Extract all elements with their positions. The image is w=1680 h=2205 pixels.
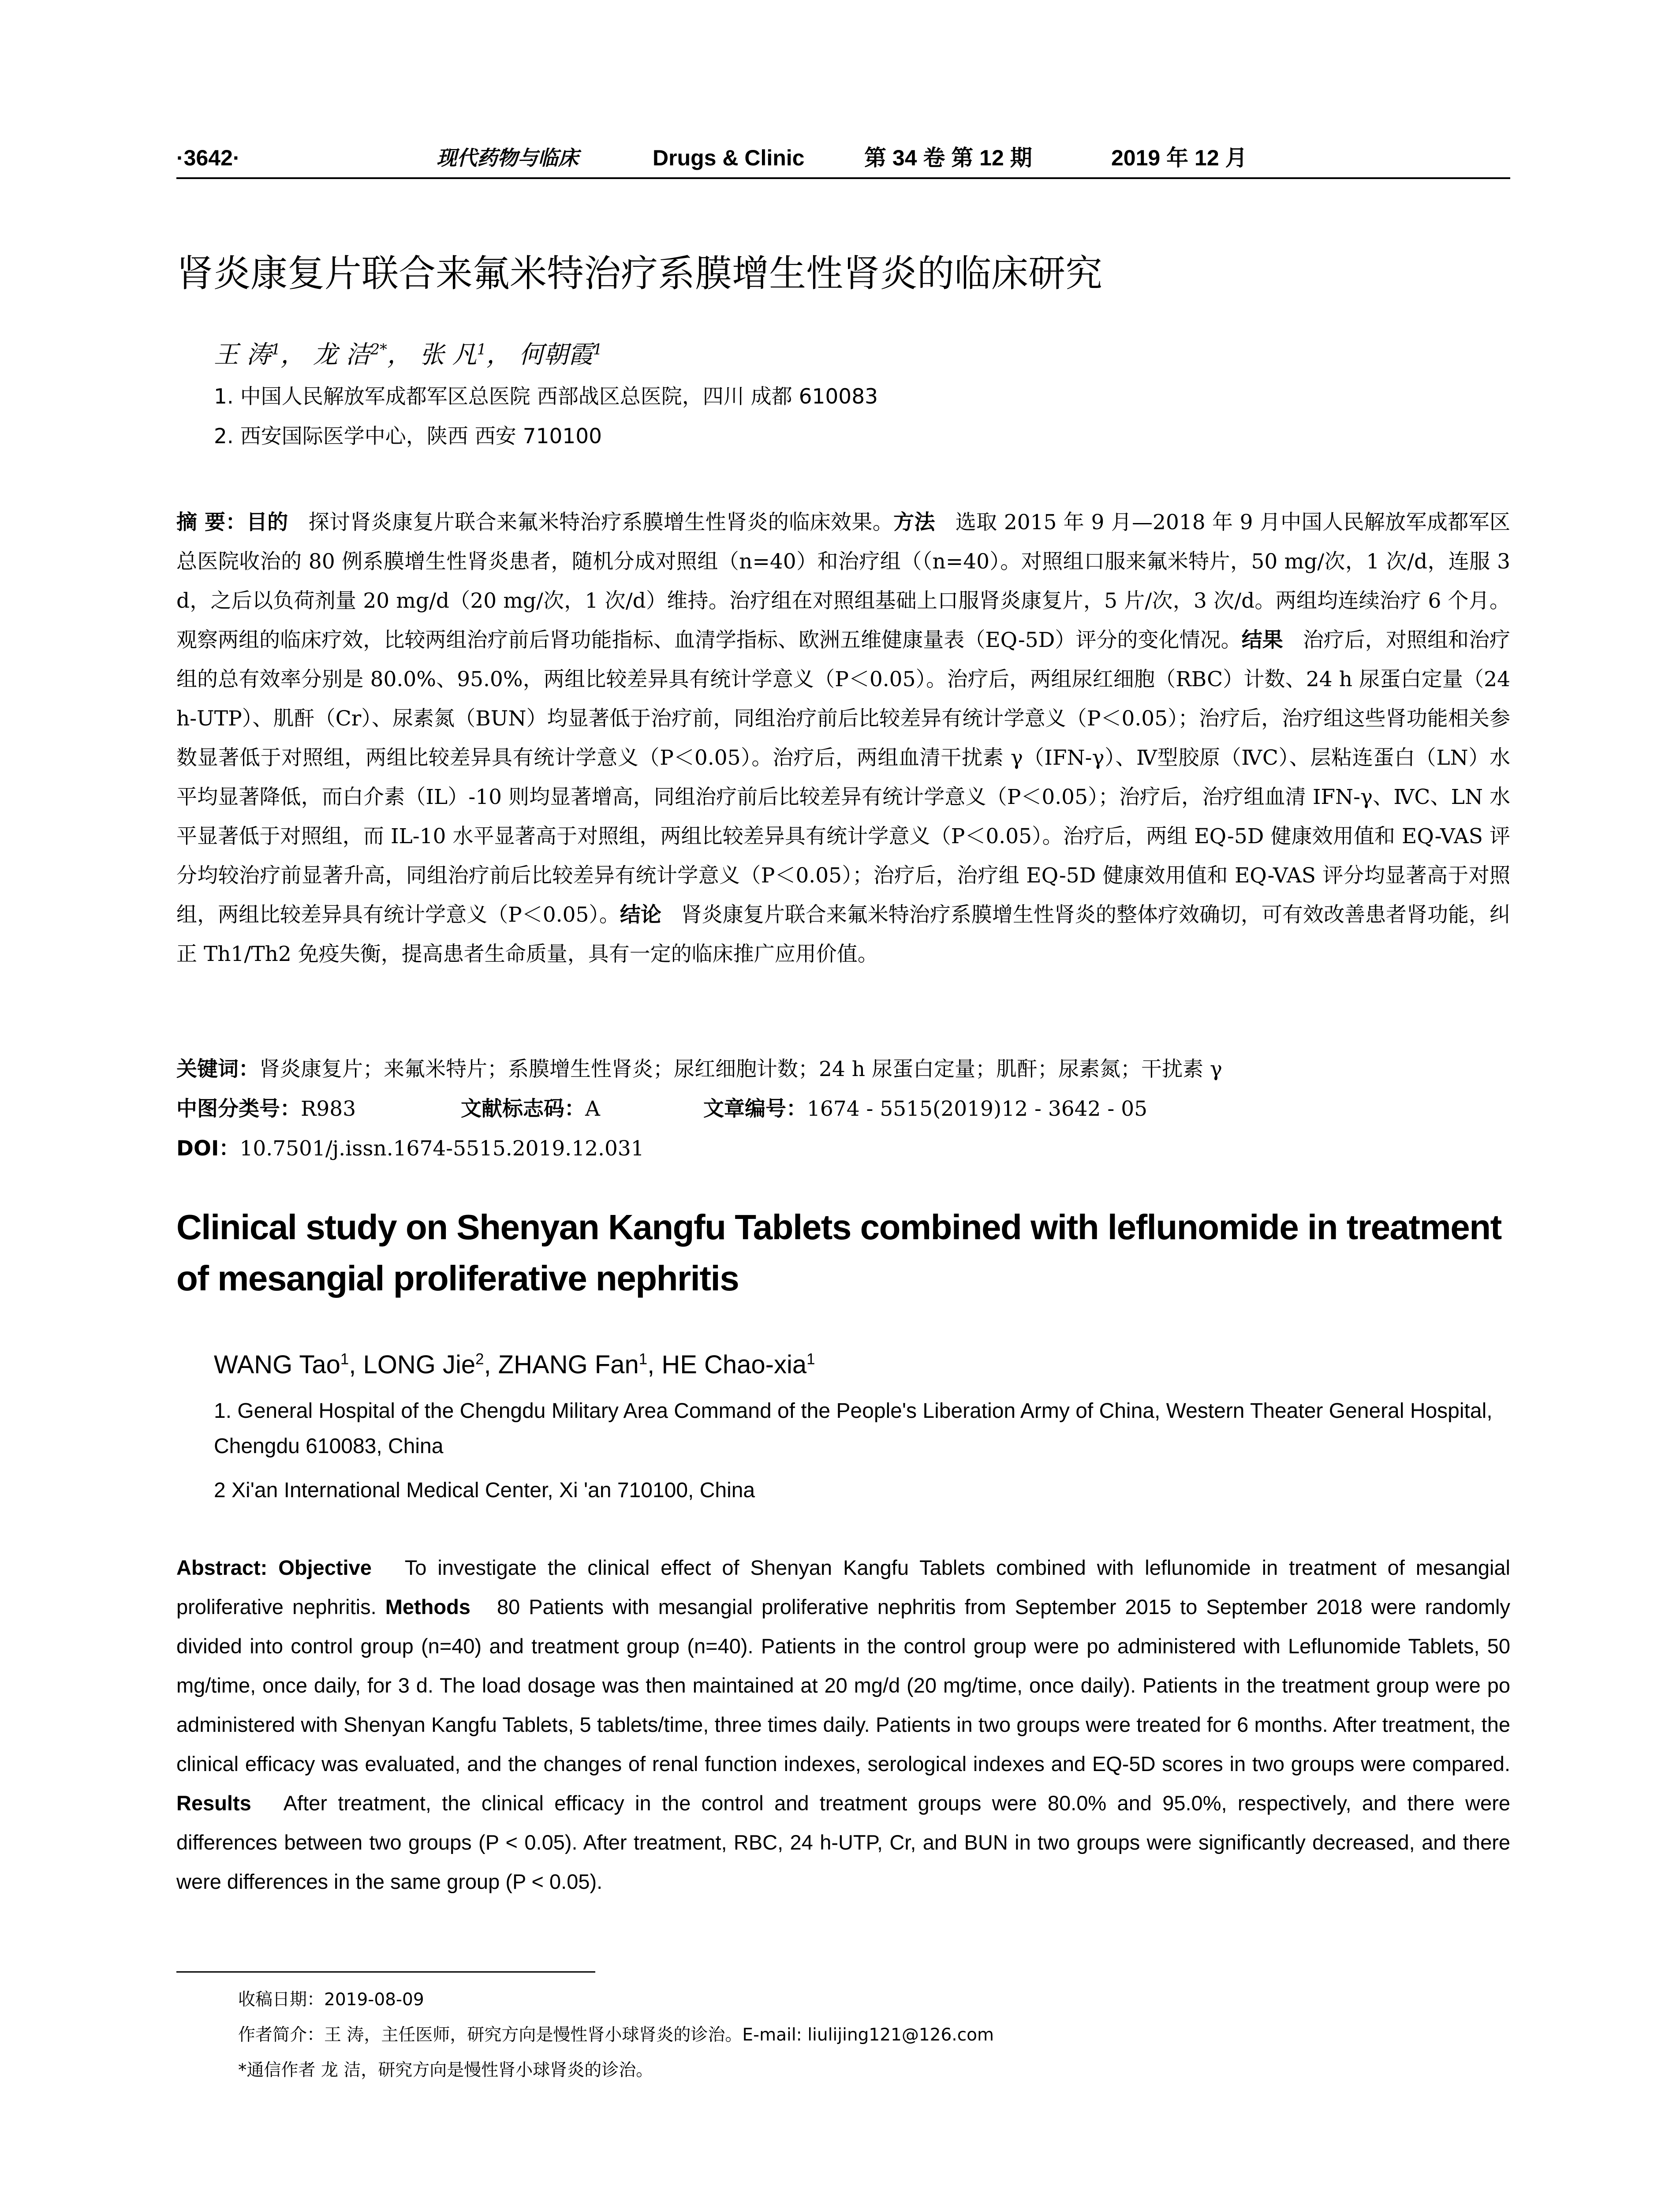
abstract-label: 摘 要：: [176, 510, 246, 534]
author-list-cn: 王 涛$^1$， 龙 洁$^{2*}$， 张 凡$^1$， 何朝霞$^1$: [214, 340, 603, 369]
running-header: [176, 140, 1510, 176]
footnote-divider: [176, 1971, 595, 1973]
clc-label: 中图分类号：: [176, 1097, 301, 1121]
results-label: 结果: [1241, 628, 1283, 652]
affiliation-cn-2: 2. 西安国际医学中心，陕西 西安 710100: [214, 424, 602, 448]
objective-text: To investigate the clinical effect of Shenyan Kangfu Tablets combined with leflunomide in treatment of mesangial proliferative nephritis.: [176, 1556, 1510, 1618]
keywords-label: 关键词：: [176, 1057, 259, 1081]
document-code: [461, 1094, 600, 1125]
methods-label: 方法: [893, 510, 935, 534]
keywords-cn: [176, 1054, 1222, 1085]
article-number: [703, 1094, 1147, 1125]
article-no-label: 文章编号：: [703, 1097, 807, 1121]
journal-name-en: Drugs & Clinic: [653, 146, 805, 170]
author-name: 何朝霞: [519, 340, 593, 369]
corresponding-author: *通信作者 龙 洁，研究方向是慢性肾小球肾炎的诊治。: [238, 2060, 653, 2080]
affiliation-en-1: 1. General Hospital of the Chengdu Military Area Command of the People's Liberation Army of China, Western Theater General Hospital, Chengdu 610083, China: [214, 1399, 1493, 1458]
abstract-en: [176, 1548, 1510, 1901]
doc-code-value: A: [585, 1097, 600, 1121]
author-name: 王 涛: [214, 340, 271, 369]
doi-label: DOI：: [176, 1136, 240, 1161]
conclusion-label: 结论: [620, 903, 661, 927]
article-title-cn: 肾炎康复片联合来氟米特治疗系膜增生性肾炎的临床研究: [176, 252, 1103, 295]
methods-text: 选取 2015 年 9 月—2018 年 9 月中国人民解放军成都军区总医院收治的 80 例系膜增生性肾炎患者，随机分成对照组（n=40）和治疗组（（n=40）。对照组口服来氟米特片，50 mg/次，1 次/d，连服 3 d，之后以负荷剂量 20 mg/d（20 mg/次，1 次/d）维持。治疗组在对照组基础上口服肾炎康复片，5 片/次，3 次/d。两组均连续治疗 6 个月。观察两组的临床疗效，比较两组治疗前后肾功能指标、血清学指标、欧洲五维健康量表（EQ-5D）评分的变化情况。: [176, 510, 1511, 652]
objective-label: Objective: [278, 1556, 372, 1579]
classification-line: [176, 1094, 356, 1125]
results-text: After treatment, the clinical efficacy in the control and treatment groups were 80.0% and 95.0%, respectively, and there were differences between two groups (P < 0.05). After treatment, RBC, 24 h-UTP, Cr, and BUN in two groups were significantly decreased, and there were differences in the same group (P < 0.05).: [176, 1791, 1510, 1893]
abstract-label: Abstract:: [176, 1556, 268, 1579]
volume-issue: 第 34 卷 第 12 期: [864, 146, 1032, 170]
methods-text: 80 Patients with mesangial proliferative nephritis from September 2015 to September 2018 were randomly divided into control group (n=40) and treatment group (n=40). Patients in the control group were po administered with Leflunomide Tablets, 50 mg/time, once daily, for 3 d. The load dosage was then maintained at 20 mg/d (20 mg/time, once daily). Patients in the treatment group were po administered with Shenyan Kangfu Tablets, 5 tablets/time, three times daily. Patients in two groups were treated for 6 months. After treatment, the clinical efficacy was evaluated, and the changes of renal function indexes, serological indexes and EQ-5D scores in two groups were compared.: [176, 1595, 1510, 1775]
doi-link[interactable]: 10.7501/j.issn.1674-5515.2019.12.031: [239, 1136, 644, 1161]
author-affiliation-mark: 1: [477, 340, 486, 358]
doi-line: [176, 1133, 644, 1164]
author-affiliation-mark: 1: [638, 1350, 648, 1368]
author-name: LONG Jie: [363, 1350, 476, 1379]
header-divider: [176, 177, 1510, 179]
article-title-en: Clinical study on Shenyan Kangfu Tablets combined with leflunomide in treatment of mesangial proliferative nephritis: [176, 1207, 1501, 1298]
doc-code-label: 文献标志码：: [461, 1097, 585, 1121]
author-affiliation-mark: 2*: [370, 340, 387, 358]
author-name: ZHANG Fan: [498, 1350, 639, 1379]
author-name: WANG Tao: [214, 1350, 340, 1379]
author-list-en: WANG Tao$^1$, LONG Jie$^2$, ZHANG Fan$^1$, HE Chao-xia$^1$: [214, 1350, 815, 1379]
clc-value: R983: [301, 1097, 356, 1121]
issue-date: 2019 年 12 月: [1111, 146, 1247, 170]
author-affiliation-mark: 1: [271, 340, 281, 358]
objective-text: 探讨肾炎康复片联合来氟米特治疗系膜增生性肾炎的临床效果。: [308, 510, 894, 534]
methods-label: Methods: [385, 1595, 470, 1618]
author-name: 龙 洁: [313, 340, 370, 369]
author-bio: 作者简介：王 涛，主任医师，研究方向是慢性肾小球肾炎的诊治。E-mail: liulijing121@126.com: [238, 2025, 994, 2045]
author-name: 张 凡: [419, 340, 477, 369]
author-affiliation-mark: 1: [806, 1350, 815, 1368]
article-no-value: 1674 - 5515(2019)12 - 3642 - 05: [807, 1097, 1148, 1121]
author-name: HE Chao-xia: [661, 1350, 807, 1379]
author-affiliation-mark: 1: [593, 340, 603, 358]
keywords-text: 肾炎康复片；来氟米特片；系膜增生性肾炎；尿红细胞计数；24 h 尿蛋白定量；肌酐；尿素氮；干扰素 γ: [259, 1057, 1222, 1081]
author-affiliation-mark: 1: [340, 1350, 349, 1368]
objective-label: 目的: [246, 510, 288, 534]
affiliation-en-2: 2 Xi'an International Medical Center, Xi 'an 710100, China: [214, 1479, 755, 1502]
results-text: 治疗后，对照组和治疗组的总有效率分别是 80.0%、95.0%，两组比较差异具有统计学意义（P＜0.05）。治疗后，两组尿红细胞（RBC）计数、24 h 尿蛋白定量（24 h-UTP）、肌酐（Cr）、尿素氮（BUN）均显著低于治疗前，同组治疗前后比较差异有统计学意义（P＜0.05）；治疗后，治疗组这些肾功能相关参数显著低于对照组，两组比较差异具有统计学意义（P＜0.05）。治疗后，两组血清干扰素 γ（IFN-γ）、Ⅳ型胶原（ⅣC）、层粘连蛋白（LN）水平均显著降低，而白介素（IL）-10 则均显著增高，同组治疗前后比较差异有统计学意义（P＜0.05）；治疗后，治疗组血清 IFN-γ、ⅣC、LN 水平显著低于对照组，而 IL-10 水平显著高于对照组，两组比较差异具有统计学意义（P＜0.05）。治疗后，两组 EQ-5D 健康效用值和 EQ-VAS 评分均较治疗前显著升高，同组治疗前后比较差异有统计学意义（P＜0.05）；治疗后，治疗组 EQ-5D 健康效用值和 EQ-VAS 评分均显著高于对照组，两组比较差异具有统计学意义（P＜0.05）。: [176, 628, 1511, 927]
results-label: Results: [176, 1791, 251, 1815]
conclusion-text: 肾炎康复片联合来氟米特治疗系膜增生性肾炎的整体疗效确切，可有效改善患者肾功能，纠正 Th1/Th2 免疫失衡，提高患者生命质量，具有一定的临床推广应用价值。: [176, 903, 1510, 966]
abstract-cn: [176, 503, 1510, 974]
page-number: ·3642·: [176, 146, 240, 170]
received-date: 收稿日期：2019-08-09: [238, 1990, 424, 2010]
journal-name-cn: 现代药物与临床: [437, 146, 579, 170]
author-affiliation-mark: 2: [475, 1350, 484, 1368]
affiliation-cn-1: 1. 中国人民解放军成都军区总医院 西部战区总医院，四川 成都 610083: [214, 385, 878, 409]
